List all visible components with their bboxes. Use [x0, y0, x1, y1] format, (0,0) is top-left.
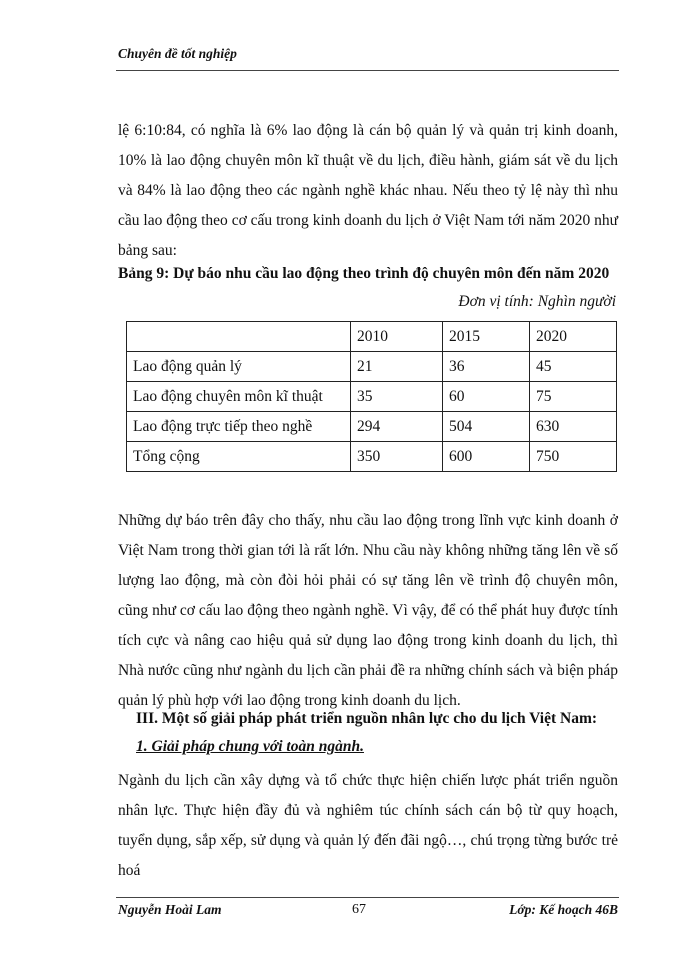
- paragraph-forecast: Những dự báo trên đây cho thấy, nhu cầu lao động trong lĩnh vực kinh doanh ở Việt Nam trong thời gian tới là rất lớn. Nhu cầu này không những tăng lên về số lượng lao động, mà còn đòi hỏi phải có sự tăng lên về trình độ chuyên môn, cũng như cơ cấu lao động theo ngành nghề. Vì vậy, để có thể phát huy được tính tích cực và nâng cao hiệu quả sử dụng lao động trong kinh doanh du lịch, thì Nhà nước cũng như ngành du lịch cần phải đề ra những chính sách và biện pháp quản lý phù hợp với lao động trong kinh doanh du lịch.: [118, 512, 618, 709]
- forecast-table: [126, 321, 617, 472]
- header-divider: [116, 70, 619, 71]
- table-header-cell: 2020: [530, 322, 617, 352]
- table-caption: Bảng 9: Dự báo nhu cầu lao động theo trình độ chuyên môn đến năm 2020: [118, 265, 610, 282]
- table-cell: 60: [443, 382, 530, 412]
- subsection-heading: 1. Giải pháp chung với toàn ngành.: [136, 738, 364, 755]
- table-cell: 35: [351, 382, 443, 412]
- table-cell: Lao động quản lý: [127, 352, 351, 382]
- table-cell: 45: [530, 352, 617, 382]
- table-header-row: [127, 322, 617, 352]
- table-row: [127, 352, 617, 382]
- table-cell: 600: [443, 442, 530, 472]
- table-unit: Đơn vị tính: Nghìn người: [458, 293, 616, 310]
- table-cell: 350: [351, 442, 443, 472]
- table-cell: Lao động chuyên môn kĩ thuật: [127, 382, 351, 412]
- page-header: Chuyên đề tốt nghiệp: [118, 46, 237, 61]
- table-cell: 75: [530, 382, 617, 412]
- table-row: [127, 442, 617, 472]
- table-header-cell: 2015: [443, 322, 530, 352]
- footer-class: Lớp: Kế hoạch 46B: [509, 902, 618, 917]
- table-row: [127, 382, 617, 412]
- table-cell: 294: [351, 412, 443, 442]
- section-heading: III. Một số giải pháp phát triển nguồn nhân lực cho du lịch Việt Nam:: [136, 710, 598, 727]
- table-header-cell: 2010: [351, 322, 443, 352]
- footer-divider: [116, 897, 619, 898]
- table-cell: Tổng cộng: [127, 442, 351, 472]
- paragraph-intro: lệ 6:10:84, có nghĩa là 6% lao động là cán bộ quản lý và quản trị kinh doanh, 10% là lao động chuyên môn kĩ thuật về du lịch, điều hành, giám sát về du lịch và 84% là lao động theo các ngành nghề khác nhau. Nếu theo tỷ lệ này thì nhu cầu lao động theo cơ cấu trong kinh doanh du lịch ở Việt Nam tới năm 2020 như bảng sau:: [118, 122, 618, 259]
- table-cell: 504: [443, 412, 530, 442]
- table-cell: 750: [530, 442, 617, 472]
- page-number: 67: [352, 902, 366, 917]
- table-cell: 21: [351, 352, 443, 382]
- table-cell: 36: [443, 352, 530, 382]
- table-header-cell: [127, 322, 351, 352]
- table-row: [127, 412, 617, 442]
- paragraph-solution: Ngành du lịch cần xây dựng và tổ chức thực hiện chiến lược phát triển nguồn nhân lực. Thực hiện đầy đủ và nghiêm túc chính sách cán bộ từ quy hoạch, tuyển dụng, sắp xếp, sử dụng và quản lý đến đãi ngộ…, chú trọng từng bước trẻ hoá: [118, 772, 618, 879]
- table-cell: Lao động trực tiếp theo nghề: [127, 412, 351, 442]
- footer-author: Nguyễn Hoài Lam: [118, 902, 222, 917]
- table-cell: 630: [530, 412, 617, 442]
